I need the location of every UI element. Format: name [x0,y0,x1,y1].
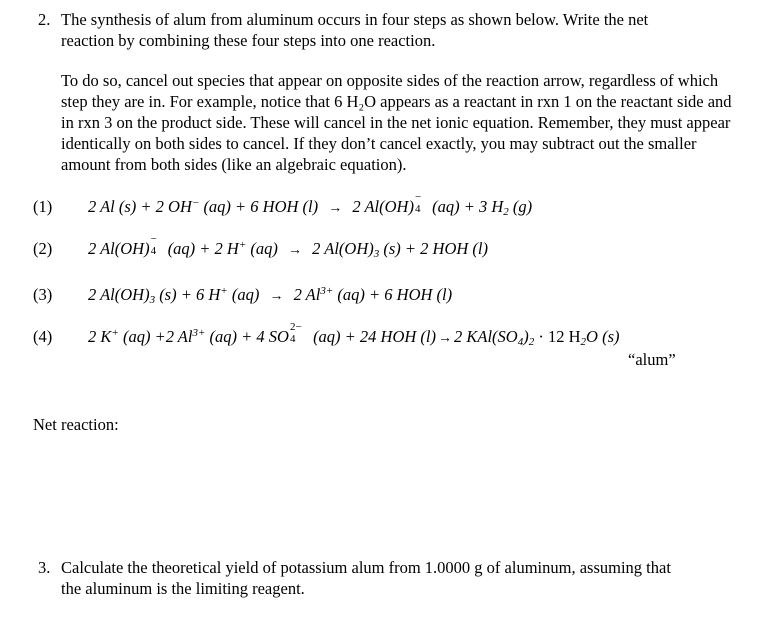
reaction-4-part: (aq) +2 Al [118,327,193,346]
question-3-line-1: Calculate the theoretical yield of potassium alum from 1.0000 g of aluminum, assuming that [61,558,671,577]
superscript: + [220,285,228,297]
subscript: 3 [373,248,380,260]
reaction-4-part: (aq) + 4 SO [205,327,289,346]
reaction-1-part: (aq) + 6 HOH (l) [199,197,319,216]
superscript: 3+ [192,327,206,339]
sub-super-stack [414,191,428,215]
reaction-2-part: (aq) + 2 H [163,239,239,258]
reaction-3-part: (aq) + 6 HOH (l) [333,285,453,304]
question-2-line-1: The synthesis of alum from aluminum occurs in four steps as shown below. Write the net [61,10,649,29]
reaction-3-part: (aq) [227,285,260,304]
superscript: − [414,191,422,203]
question-3-text [61,557,751,599]
question-2-text [61,9,751,51]
reaction-arrow: → [288,243,303,258]
reaction-1-part: (g) [508,197,533,216]
superscript: 3+ [320,285,334,297]
sub-super-stack [150,233,164,257]
reaction-3-part: (s) + 6 H [155,285,221,304]
reaction-3-equation [88,284,452,307]
superscript: − [191,197,200,209]
instruction-paragraph: To do so, cancel out species that appear on opposite sides of the reaction arrow, regardless of which step they are in. For example, notice that 6 H₂O appears as a reactant in rxn 1 on the reactant side and in rxn 3 on the product side. These will cancel in the net ionic equation. Remember, they must appear identically on both sides to cancel. If they don’t cancel exactly, you may subtract out the smaller amount from both sides (like an algebraic equation). [61,71,732,174]
reaction-arrow: → [438,331,453,346]
sub-super-stack [289,321,309,345]
reaction-1-label: (1) [33,197,53,216]
reaction-1-equation [88,191,533,219]
subscript: 4 [414,203,421,215]
subscript: 4 [150,245,157,257]
reaction-2-part: (s) + 2 HOH (l) [379,239,488,258]
reaction-4-part: · 12 H [534,327,581,346]
reaction-2-part: (aq) [246,239,278,258]
superscript: 2− [289,321,302,333]
reaction-arrow: → [269,289,284,304]
superscript: − [150,233,157,245]
subscript: 4 [517,336,524,348]
reaction-arrow: → [328,201,343,216]
reaction-4-part: (aq) + 24 HOH (l) [308,327,437,346]
subscript: 4 [289,333,296,345]
superscript: + [238,239,247,251]
reaction-4-part: ) [523,327,529,346]
subscript: 3 [149,294,156,306]
reaction-1-part: (aq) + 3 H [427,197,504,216]
reaction-4-part: O (s) [586,327,620,346]
reaction-2-part: 2 Al(OH) [312,239,374,258]
reaction-2-label: (2) [33,239,53,258]
question-3-number: 3. [38,558,51,577]
alum-label: “alum” [628,350,676,369]
reaction-2-equation [88,233,488,261]
reaction-4-label: (4) [33,327,53,346]
subscript: 2 [528,336,535,348]
net-reaction-label: Net reaction: [33,415,119,434]
question-2-line-2: reaction by combining these four steps into one reaction. [61,31,436,50]
reaction-3-label: (3) [33,285,53,304]
reaction-3-part: 2 Al(OH) [88,285,150,304]
superscript: + [111,327,119,339]
question-2-number: 2. [38,10,51,29]
reaction-4-part: 2 KAl(SO [454,327,518,346]
reaction-4-part: 2 K [88,327,112,346]
reaction-2-part: 2 Al(OH) [88,239,150,258]
reaction-3-part: 2 Al [293,285,321,304]
reaction-1-part: 2 Al (s) + 2 OH [88,197,192,216]
question-3-line-2: the aluminum is the limiting reagent. [61,579,305,598]
subscript: 2 [503,206,509,218]
subscript: 2 [580,336,587,348]
reaction-1-part: 2 Al(OH) [352,197,414,216]
reaction-4-equation [88,321,620,349]
